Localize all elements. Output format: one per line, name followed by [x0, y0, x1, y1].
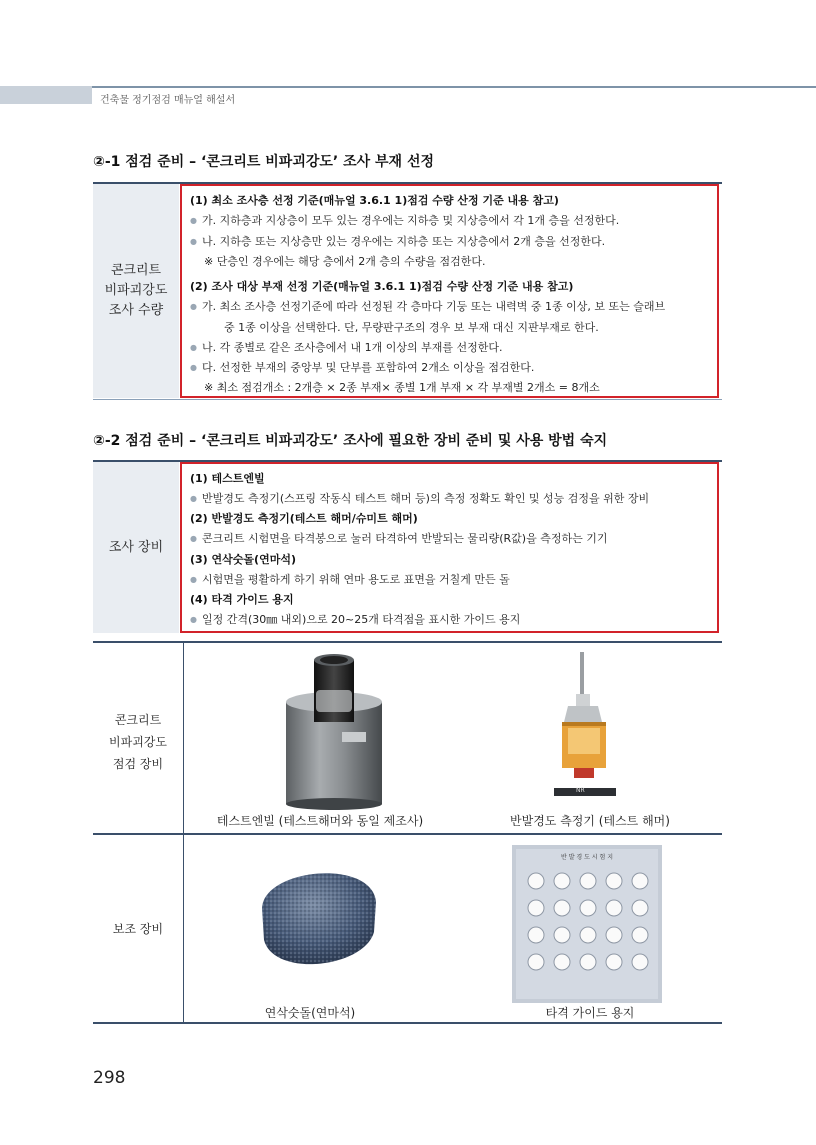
section1-label-line: 조사 수량 — [108, 303, 164, 318]
section2-title: ②-2 점검 준비 – ‘콘크리트 비파괴강도’ 조사에 필요한 장비 준비 및 사용 방법 숙지 — [93, 433, 608, 449]
section1-label-cell — [93, 184, 179, 398]
section2-label: 조사 장비 — [108, 539, 164, 555]
equipment-table-bottom — [93, 1022, 722, 1024]
equipment-desc: ● 시험면을 평활하게 하기 위해 연마 용도로 표면을 거칠게 만든 돌 — [190, 571, 510, 587]
anvil-caption: 테스트엔빌 (테스트해머와 동일 제조사) — [216, 814, 424, 828]
criteria-heading: (1) 최소 조사층 선정 기준(매뉴얼 3.6.1 1)점검 수량 산정 기준 내용 참고) — [190, 194, 559, 207]
criteria-heading: (2) 조사 대상 부재 선정 기준(매뉴얼 3.6.1 1)점검 수량 산정 기준 내용 참고) — [190, 280, 574, 293]
criteria-item: ● 나. 각 종별로 같은 조사층에서 내 1개 이상의 부재를 선정한다. — [190, 339, 502, 355]
section1-content-box — [180, 184, 719, 398]
guide-paper-title: 반 발 경 도 시 험 지 — [560, 854, 613, 861]
grinding-stone-image — [254, 848, 382, 980]
section1-table-bottom — [93, 399, 722, 400]
hammer-caption: 반발경도 측정기 (테스트 해머) — [510, 814, 670, 828]
row1-label-line: 콘크리트 — [114, 713, 162, 727]
criteria-note: ※ 최소 점검개소 : 2개층 × 2종 부재× 종별 1개 부재 × 각 부재별 2개소 = 8개소 — [204, 381, 600, 394]
stone-caption: 연삭숫돌(연마석) — [264, 1006, 356, 1020]
criteria-item: ● 가. 최소 조사층 선정기준에 따라 선정된 각 층마다 기둥 또는 내력벽 중 1종 이상, 보 또는 슬래브 — [190, 298, 665, 314]
equipment-desc: ● 반발경도 측정기(스프링 작동식 테스트 해머 등)의 측정 정확도 확인 및 성능 검정을 위한 장비 — [190, 490, 649, 506]
equipment-row-divider — [93, 833, 722, 835]
criteria-item: ● 다. 선정한 부재의 중앙부 및 단부를 포함하여 2개소 이상을 점검한다. — [190, 359, 534, 375]
page-number: 298 — [93, 1068, 126, 1088]
hammer-base-tag: NR — [576, 787, 585, 794]
row1-label-line: 점검 장비 — [112, 757, 164, 771]
header-tab — [0, 86, 92, 104]
equipment-table-top — [93, 641, 722, 643]
section2-label-cell — [93, 462, 179, 633]
section1-title: ②-1 점검 준비 – ‘콘크리트 비파괴강도’ 조사 부재 선정 — [93, 154, 434, 170]
header-rule — [0, 86, 816, 88]
row1-label-line: 비파괴강도 — [109, 735, 167, 749]
criteria-item: ● 가. 지하층과 지상층이 모두 있는 경우에는 지하층 및 지상층에서 각 1개 층을 선정한다. — [190, 212, 619, 228]
section1-label-line: 비파괴강도 — [104, 283, 168, 298]
equipment-desc: ● 콘크리트 시험면을 타격봉으로 눌러 타격하여 반발되는 물리량(R값)을 측정하는 기기 — [190, 530, 607, 546]
equipment-heading: (3) 연삭숫돌(연마석) — [190, 553, 296, 566]
equipment-desc: ● 일정 간격(30㎜ 내외)으로 20~25개 타격점을 표시한 가이드 용지 — [190, 611, 520, 627]
criteria-note: ※ 단층인 경우에는 해당 층에서 2개 층의 수량을 점검한다. — [204, 255, 486, 268]
section2-content-box — [180, 462, 719, 633]
equipment-heading: (2) 반발경도 측정기(테스트 해머/슈미트 해머) — [190, 512, 418, 525]
section1-label-line: 콘크리트 — [110, 263, 162, 278]
equipment-row2-label: 보조 장비 — [112, 922, 164, 936]
running-title: 건축물 정기점검 매뉴얼 해설서 — [100, 95, 236, 106]
equipment-row1-label — [93, 709, 183, 775]
guide-paper-image — [512, 845, 662, 1003]
test-anvil-image — [282, 650, 386, 810]
equipment-heading: (1) 테스트엔빌 — [190, 472, 265, 485]
rebound-hammer-image — [546, 650, 624, 800]
criteria-item: ● 나. 지하층 또는 지상층만 있는 경우에는 지하층 또는 지상층에서 2개 층을 선정한다. — [190, 233, 605, 249]
criteria-item-cont: 중 1종 이상을 선택한다. 단, 무량판구조의 경우 보 부재 대신 지판부재로 한다. — [224, 321, 599, 334]
guide-caption: 타격 가이드 용지 — [545, 1006, 635, 1020]
equipment-heading: (4) 타격 가이드 용지 — [190, 593, 294, 606]
